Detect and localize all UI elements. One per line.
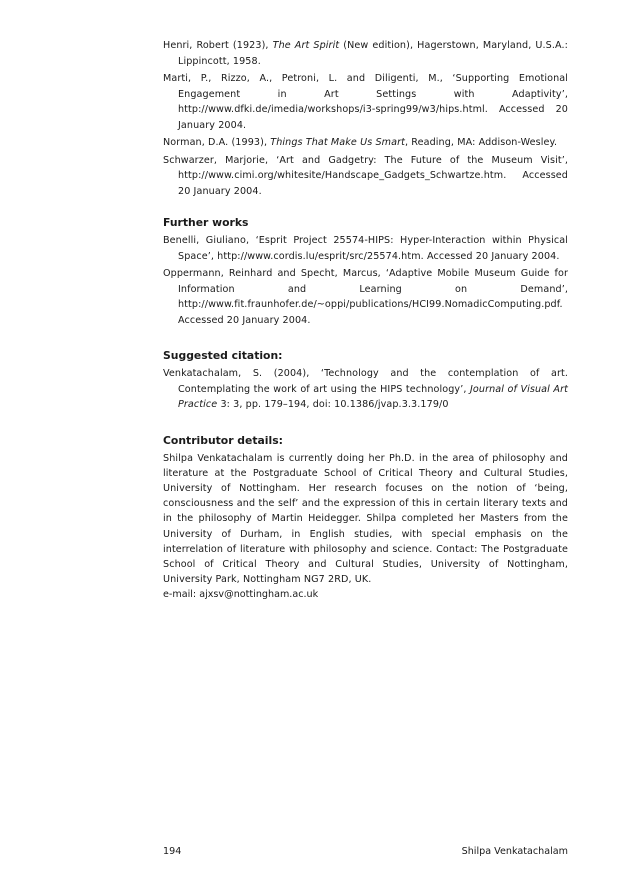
contributor-email[interactable]: e-mail: ajxsv@nottingham.ac.uk	[163, 589, 319, 601]
reference-item: Marti, P., Rizzo, A., Petroni, L. and Diligenti, M., ‘Supporting Emotional Engagement in Art Settings with Adaptivity’, http://www.dfki.de/imedia/workshops/i3-spring99/w3/hips.html. Accessed 20 January 2004.	[163, 73, 568, 131]
reference-item: Norman, D.A. (1993), Things That Make Us Smart, Reading, MA: Addison-Wesley.	[163, 137, 558, 148]
contributor-bio: Shilpa Venkatachalam is currently doing her Ph.D. in the area of philosophy and literature at the Postgraduate School of Critical Theory and Cultural Studies, University of Nottingham. Her research focuses on the notion of ‘being, consciousness and the self’ and the expression of this in certain literary texts and in the philosophy of Martin Heidegger. Shilpa completed her Masters from the University of Durham, in English studies, with special emphasis on the interrelation of literature with philosophy and science. Contact: The Postgraduate School of Critical Theory and Cultural Studies, University of Nottingham, University Park, Nottingham NG7 2RD, UK.	[163, 452, 568, 586]
further-works-section	[163, 215, 568, 328]
reference-item: Henri, Robert (1923), The Art Spirit (New edition), Hagerstown, Maryland, U.S.A.: Lippincott, 1958.	[163, 40, 568, 67]
page-number: 194	[163, 846, 182, 857]
page-content	[163, 38, 568, 603]
references-section	[163, 38, 568, 199]
contributor-heading: Contributor details:	[163, 433, 283, 447]
contributor-section	[163, 433, 568, 603]
citation-heading: Suggested citation:	[163, 349, 283, 362]
citation-text: Venkatachalam, S. (2004), ‘Technology and the contemplation of art. Contemplating the work of art using the HIPS technology’, Journal of Visual Art Practice 3: 3, pp. 179–194, doi: 10.1386/jvap.3.3.179/0	[163, 368, 568, 410]
further-work-item: Benelli, Giuliano, ‘Esprit Project 25574-HIPS: Hyper-Interaction within Physical Space’, http://www.cordis.lu/esprit/src/25574.htm. Accessed 20 January 2004.	[163, 235, 568, 262]
footer-author: Shilpa Venkatachalam	[461, 846, 568, 857]
page-footer	[163, 846, 568, 857]
further-works-heading: Further works	[163, 216, 249, 229]
reference-item: Schwarzer, Marjorie, ‘Art and Gadgetry: The Future of the Museum Visit’, http://www.cimi.org/whitesite/Handscape_Gadgets_Schwartze.htm. Accessed 20 January 2004.	[163, 154, 568, 197]
citation-section	[163, 348, 568, 413]
further-work-item: Oppermann, Reinhard and Specht, Marcus, ‘Adaptive Mobile Museum Guide for Information and Learning on Demand’, http://www.fit.fraunhofer.de/~oppi/publications/HCI99.NomadicComputing.pdf. Accessed 20 January 2004.	[163, 268, 568, 326]
